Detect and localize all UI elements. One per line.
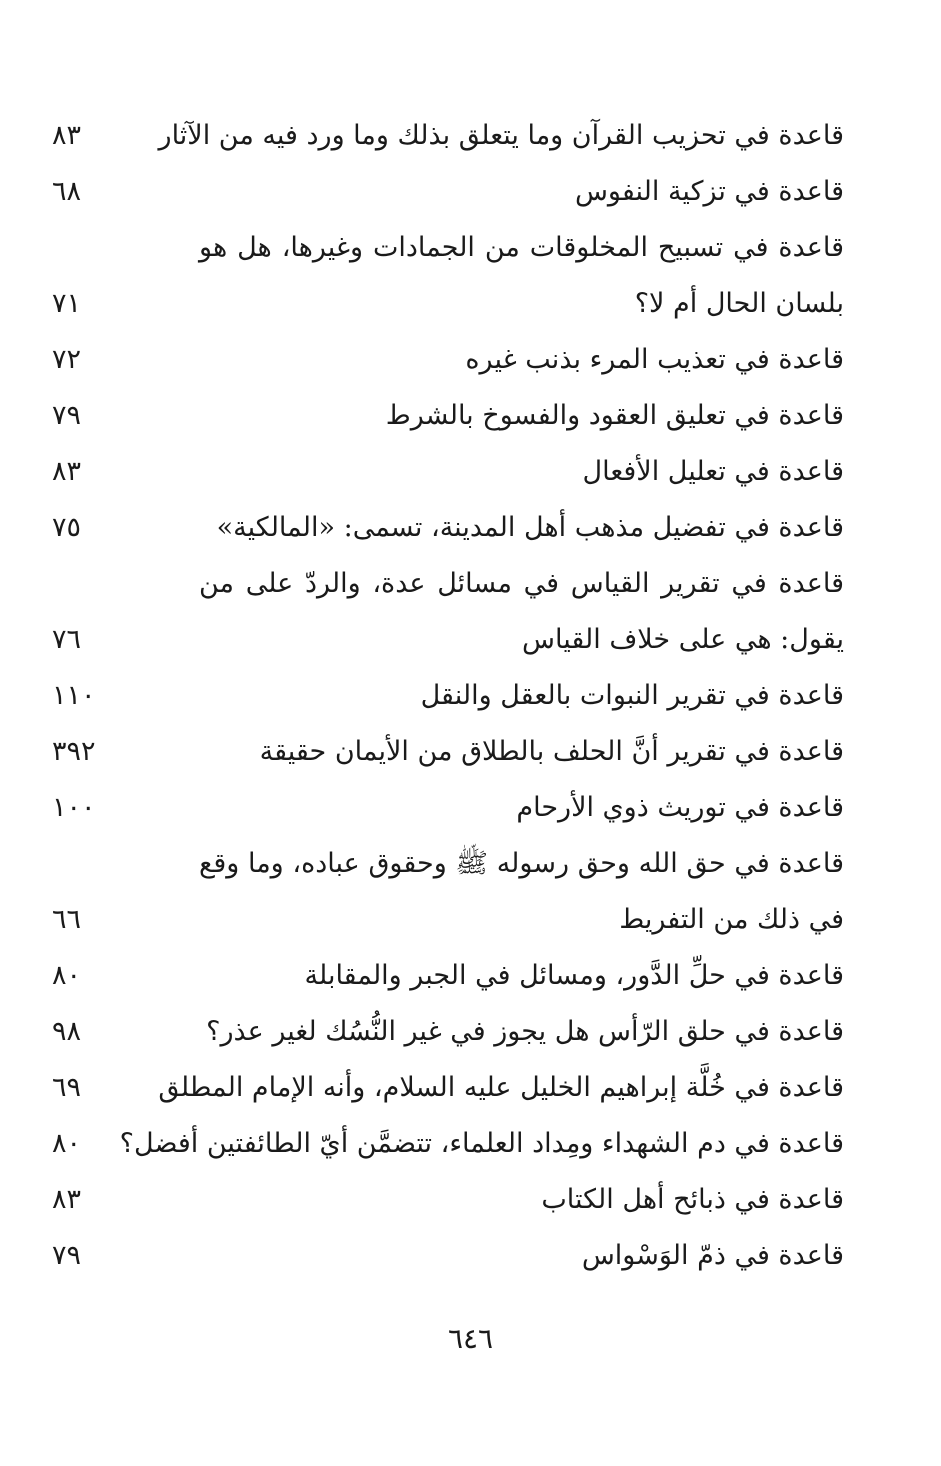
entry-page-number: ٧٥	[52, 512, 82, 543]
index-entry	[0, 836, 941, 948]
entry-page-number: ٣٩٢	[52, 736, 96, 767]
entry-page-number: ١٠٠	[52, 792, 96, 823]
entry-title: قاعدة في تعذيب المرء بذنب غيره	[465, 344, 844, 375]
entry-page-number: ٨٣	[52, 1184, 82, 1215]
entry-title: قاعدة في تزكية النفوس	[574, 176, 844, 207]
index-entry	[0, 724, 941, 780]
index-entry	[0, 108, 941, 164]
entry-title: قاعدة في تقرير القياس في مسائل عدة، والردّ على من يقول: هي على خلاف القياس	[199, 568, 844, 655]
entry-page-number: ٨٣	[52, 120, 82, 151]
entry-title: قاعدة في توريث ذوي الأرحام	[516, 792, 844, 823]
index-entry	[0, 668, 941, 724]
entry-title: قاعدة في حق الله وحق رسوله ﷺ وحقوق عباده، وما وقع في ذلك من التفريط	[199, 848, 844, 935]
entry-title: قاعدة في تسبيح المخلوقات من الجمادات وغيرها، هل هو بلسان الحال أم لا؟	[199, 232, 844, 319]
entry-page-number: ٧١	[52, 288, 82, 319]
index-entry	[0, 1172, 941, 1228]
entry-page-number: ٨٠	[52, 1128, 82, 1159]
entry-title: قاعدة في تحزيب القرآن وما يتعلق بذلك وما ورد فيه من الآثار	[158, 120, 844, 151]
entry-title: قاعدة في تفضيل مذهب أهل المدينة، تسمى: «المالكية»	[216, 512, 844, 543]
index-entry	[0, 1004, 941, 1060]
index-entry	[0, 948, 941, 1004]
entry-title: قاعدة في حلِّ الدَّور، ومسائل في الجبر والمقابلة	[304, 960, 844, 991]
entry-page-number: ٦٦	[52, 904, 82, 935]
index-entry	[0, 444, 941, 500]
index-entry	[0, 780, 941, 836]
entry-page-number: ٨٣	[52, 456, 82, 487]
index-entry	[0, 388, 941, 444]
entry-title: قاعدة في خُلَّة إبراهيم الخليل عليه السلام، وأنه الإمام المطلق	[158, 1072, 844, 1103]
page-folio-number: ٦٤٦	[447, 1322, 494, 1355]
entry-page-number: ١١٠	[52, 680, 96, 711]
index-entry	[0, 500, 941, 556]
entry-title: قاعدة في تقرير النبوات بالعقل والنقل	[420, 680, 844, 711]
entry-page-number: ٧٢	[52, 344, 82, 375]
index-entry	[0, 220, 941, 332]
index-entry	[0, 556, 941, 668]
entry-page-number: ٦٩	[52, 1072, 82, 1103]
entry-page-number: ٨٠	[52, 960, 82, 991]
entry-title: قاعدة في ذبائح أهل الكتاب	[541, 1184, 844, 1215]
entry-page-number: ٦٨	[52, 176, 82, 207]
entry-page-number: ٧٩	[52, 1240, 82, 1271]
index-list	[0, 108, 941, 1284]
index-entry	[0, 1116, 941, 1172]
index-entry	[0, 1228, 941, 1284]
entry-page-number: ٧٩	[52, 400, 82, 431]
index-entry	[0, 1060, 941, 1116]
entry-title: قاعدة في تقرير أنَّ الحلف بالطلاق من الأيمان حقيقة	[259, 736, 844, 767]
entry-title: قاعدة في دم الشهداء ومِداد العلماء، تتضمَّن أيّ الطائفتين أفضل؟	[119, 1128, 844, 1159]
index-entry	[0, 164, 941, 220]
entry-title: قاعدة في ذمّ الوَسْواس	[581, 1240, 844, 1271]
entry-title: قاعدة في تعليق العقود والفسوخ بالشرط	[385, 400, 844, 431]
entry-title: قاعدة في حلق الرّأس هل يجوز في غير النُّسُك لغير عذر؟	[206, 1016, 844, 1047]
index-entry	[0, 332, 941, 388]
entry-title: قاعدة في تعليل الأفعال	[582, 456, 844, 487]
entry-page-number: ٩٨	[52, 1016, 82, 1047]
entry-page-number: ٧٦	[52, 624, 82, 655]
